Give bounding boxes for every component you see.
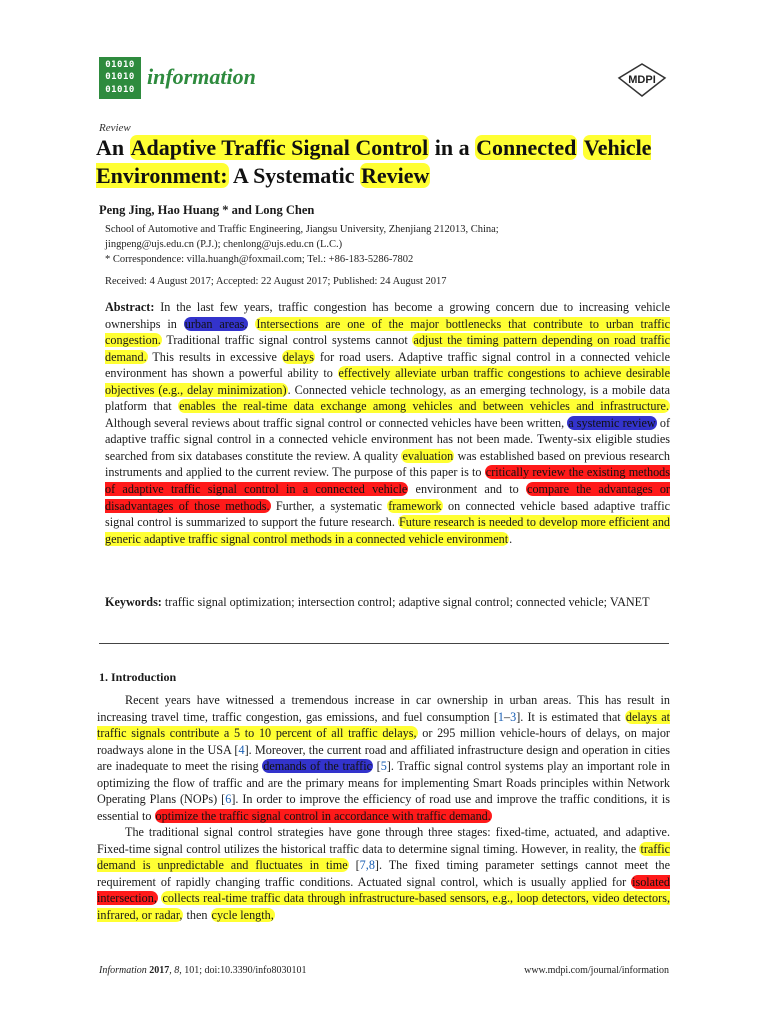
abstract-label: Abstract: <box>105 300 155 314</box>
highlight-yellow: adjust the timing pattern depending on road traffic demand. <box>105 333 670 364</box>
divider <box>99 643 669 644</box>
highlight-yellow: evaluation <box>402 448 454 463</box>
highlight-yellow: effectively alleviate urban traffic congestions to achieve desirable objectives (e.g., delay minimization) <box>105 366 670 397</box>
highlight-yellow: Intersections are one of the major bottlenecks that contribute to urban traffic congestion. <box>105 316 671 348</box>
citation-link[interactable]: 7,8 <box>359 858 375 872</box>
logo-line: 01010 <box>105 59 135 70</box>
section-heading: 1. Introduction <box>99 670 177 684</box>
footer-url[interactable]: www.mdpi.com/journal/information <box>524 965 669 976</box>
highlight-red: compare the advantages or disadvantages of those methods. <box>105 482 670 513</box>
logo-line: 01010 <box>105 85 135 96</box>
paragraph: Recent years have witnessed a tremendous increase in car ownership in urban areas. This has result in increasing travel time, traffic congestion, gas emissions, and fuel consumption [1–3]. It is estimated that delays at traffic signals contribute a 5 to 10 percent of all traffic delays, or 295 million vehicle-hours of delays, on major roadways alone in the USA [4]. Moreover, the current road and affiliated infrastructure design and operation in cities are inadequate to meet the rising demands of the traffic [5]. Traffic signal control systems play an important role in optimizing the flow of traffic and are the primary means for implementing Smart Roads principles within Network Operating Plans (NOPs) [6]. In order to improve the efficiency of road use and improve the traffic conditions, it is essential to optimize the traffic signal control in accordance with traffic demand. <box>97 693 670 823</box>
citation-link[interactable]: 6 <box>225 792 232 806</box>
paragraph: The traditional signal control strategies have gone through three stages: fixed-time, actuated, and adaptive. Fixed-time signal control utilizes the historical traffic data to determine signal timing. However, in reality, the traffic demand is unpredictable and fluctuates in time [7,8]. The fixed timing parameter settings cannot meet the requirement of rapidly changing traffic conditions. Actuated signal control, which is usually applied for isolated intersection, collects real-time traffic data through infrastructure-based sensors, e.g., loop detectors, video detectors, infrared, or radar, then cycle length, <box>97 825 671 922</box>
highlight-yellow: enables the real-time data exchange among vehicles and between vehicles and infrastructure. <box>179 399 669 414</box>
mdpi-logo-icon <box>615 62 669 98</box>
abstract: Abstract: In the last few years, traffic congestion has become a growing concern due to increasing vehicle ownerships in urban areas. Intersections are one of the major bottlenecks that contribute to urban traffic congestion. Traditional traffic signal control systems cannot adjust the timing pattern depending on road traffic demand. This results in excessive delays for road users. Adaptive traffic signal control in a connected vehicle environment has shown a powerful ability to effectively alleviate urban traffic congestions to achieve desirable objectives (e.g., delay minimization). Connected vehicle technology, as an emerging technology, is a mobile data platform that enables the real-time data exchange among vehicles and between vehicles and infrastructure. Although several reviews about traffic signal control or connected vehicles have been written, a systemic review of adaptive traffic signal control in a connected vehicle environment has not been made. Twenty-six eligible studies searched from six databases constitute the review. A quality evaluation was established based on previous research instruments and applied to the current review. The purpose of this paper is to critically review the existing methods of adaptive traffic signal control in a connected vehicle environment and to compare the advantages or disadvantages of those methods. Further, a systematic framework on connected vehicle based adaptive traffic signal control is summarized to support the future research. Future research is needed to develop more efficient and generic adaptive traffic signal control methods in a connected vehicle environment. <box>105 300 671 546</box>
journal-name: information <box>147 64 256 89</box>
highlight-red: isolated intersection, <box>97 874 670 905</box>
highlight-blue: urban areas. <box>184 316 248 331</box>
introduction-body <box>97 692 670 923</box>
citation-link[interactable]: 5 <box>380 759 387 773</box>
paper-title: An Adaptive Traffic Signal Control in a Connected Vehicle Environment: A Systematic Review <box>96 135 652 188</box>
citation-link[interactable]: 1 <box>497 709 504 724</box>
affiliation-line: jingpeng@ujs.edu.cn (P.J.); chenlong@ujs.edu.cn (L.C.) <box>105 239 343 250</box>
publisher-name: MDPI <box>628 74 656 86</box>
highlight-yellow: collects real-time traffic data through infrastructure-based sensors, e.g., loop detectors, video detectors, infrared, or radar, <box>97 891 671 922</box>
journal-logo-icon <box>99 57 141 99</box>
highlight-yellow: delays at traffic signals contribute a 5 to 10 percent of all traffic delays, <box>97 709 670 740</box>
highlight-yellow: traffic demand is unpredictable and fluctuates in time <box>97 841 670 872</box>
footer-citation: Information 2017, 8, 101; doi:10.3390/info8030101 <box>99 965 307 976</box>
highlight-yellow: delays <box>282 349 314 364</box>
highlight-red: optimize the traffic signal control in accordance with traffic demand. <box>155 808 491 823</box>
correspondence-line: * Correspondence: villa.huangh@foxmail.com; Tel.: +86-183-5286-7802 <box>105 254 414 265</box>
highlight-red: critically review the existing methods of adaptive traffic signal control in a connected vehicle <box>105 465 670 497</box>
highlight-yellow: framework <box>388 498 442 513</box>
keywords-label: Keywords: <box>105 595 162 609</box>
keywords: Keywords: traffic signal optimization; intersection control; adaptive signal control; connected vehicle; VANET <box>105 595 650 609</box>
citation-link[interactable]: 4 <box>238 742 245 757</box>
highlight-blue: a systemic review <box>568 415 656 430</box>
highlight-yellow: cycle length, <box>211 907 274 922</box>
highlight-yellow: Future research is needed to develop more efficient and generic adaptive traffic signal control methods in a connected vehicle environment <box>105 515 671 546</box>
affiliations <box>105 222 675 267</box>
citation-link[interactable]: 3 <box>510 709 517 724</box>
logo-line: 01010 <box>105 72 135 83</box>
article-type: Review <box>99 122 131 134</box>
highlight-blue: demands of the traffic <box>263 759 372 773</box>
affiliation-line: School of Automotive and Traffic Engineering, Jiangsu University, Zhenjiang 212013, China; <box>105 224 499 235</box>
publication-dates: Received: 4 August 2017; Accepted: 22 August 2017; Published: 24 August 2017 <box>105 276 447 287</box>
authors: Peng Jing, Hao Huang * and Long Chen <box>99 203 315 217</box>
